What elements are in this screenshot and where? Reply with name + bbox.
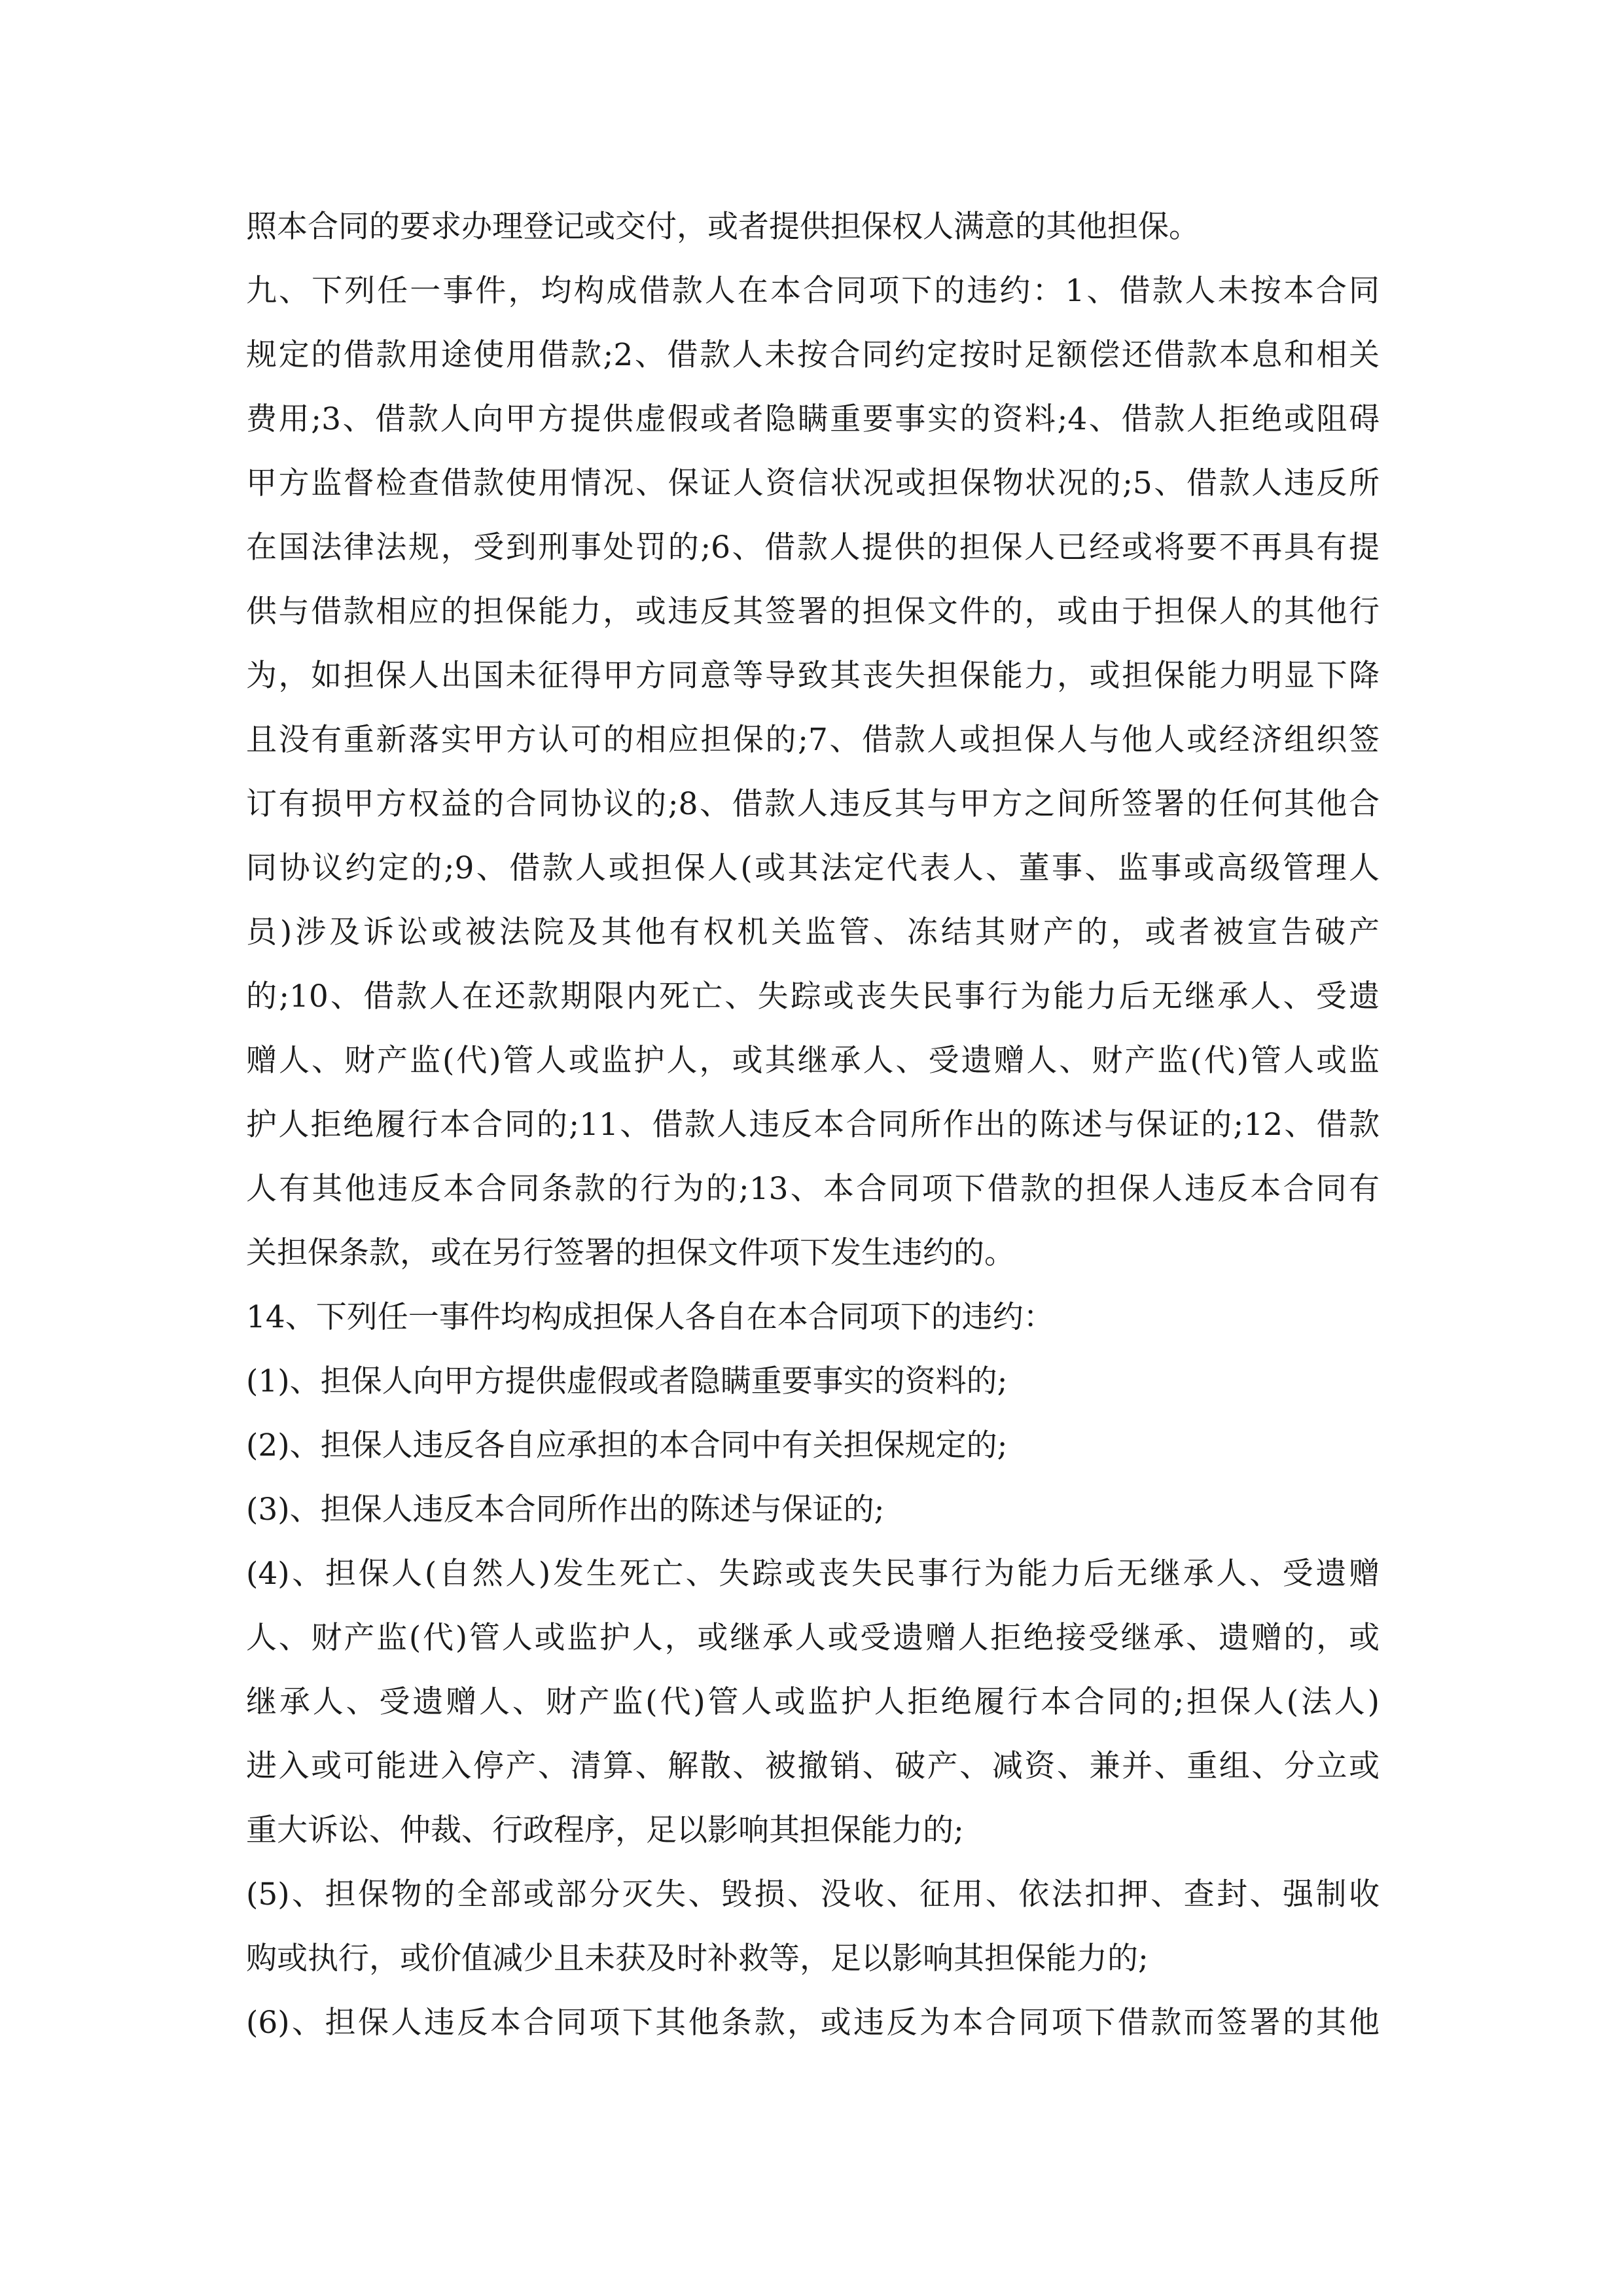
text-line-22: (4)、担保人(自然人)发生死亡、失踪或丧失民事行为能力后无继承人、受遗赠 [246,1556,1380,1592]
text-line-1: 照本合同的要求办理登记或交付，或者提供担保权人满意的其他担保。 [246,209,1200,245]
text-line-7: 供与借款相应的担保能力，或违反其签署的担保文件的，或由于担保人的其他行 [246,594,1380,630]
text-line-29: (6)、担保人违反本合同项下其他条款，或违反为本合同项下借款而签署的其他 [246,2005,1380,2041]
text-line-12: 员)涉及诉讼或被法院及其他有权机关监管、冻结其财产的，或者被宣告破产 [246,914,1380,950]
text-line-13: 的;10、借款人在还款期限内死亡、失踪或丧失民事行为能力后无继承人、受遗 [246,978,1380,1014]
text-line-19: (1)、担保人向甲方提供虚假或者隐瞒重要事实的资料的; [246,1363,1008,1399]
text-line-9: 且没有重新落实甲方认可的相应担保的;7、借款人或担保人与他人或经济组织签 [246,722,1380,758]
text-line-6: 在国法律法规，受到刑事处罚的;6、借款人提供的担保人已经或将要不再具有提 [246,529,1380,565]
text-line-17: 关担保条款，或在另行签署的担保文件项下发生违约的。 [246,1235,1015,1271]
text-line-14: 赠人、财产监(代)管人或监护人，或其继承人、受遗赠人、财产监(代)管人或监 [246,1043,1380,1079]
document-body [246,195,1380,2055]
text-line-3: 规定的借款用途使用借款;2、借款人未按合同约定按时足额偿还借款本息和相关 [246,337,1380,373]
text-line-5: 甲方监督检查借款使用情况、保证人资信状况或担保物状况的;5、借款人违反所 [246,465,1380,501]
text-line-28: 购或执行，或价值减少且未获及时补救等，足以影响其担保能力的; [246,1941,1149,1977]
text-line-18: 14、下列任一事件均构成担保人各自在本合同项下的违约： [246,1299,1054,1335]
text-line-21: (3)、担保人违反本合同所作出的陈述与保证的; [246,1492,885,1528]
text-line-20: (2)、担保人违反各自应承担的本合同中有关担保规定的; [246,1427,1008,1463]
text-line-16: 人有其他违反本合同条款的行为的;13、本合同项下借款的担保人违反本合同有 [246,1171,1380,1207]
text-line-11: 同协议约定的;9、借款人或担保人(或其法定代表人、董事、监事或高级管理人 [246,850,1380,886]
text-line-27: (5)、担保物的全部或部分灭失、毁损、没收、征用、依法扣押、查封、强制收 [246,1876,1380,1912]
text-line-15: 护人拒绝履行本合同的;11、借款人违反本合同所作出的陈述与保证的;12、借款 [246,1107,1380,1143]
text-line-24: 继承人、受遗赠人、财产监(代)管人或监护人拒绝履行本合同的;担保人(法人) [246,1684,1380,1720]
text-line-2: 九、下列任一事件，均构成借款人在本合同项下的违约：1、借款人未按本合同 [246,273,1380,309]
text-line-25: 进入或可能进入停产、清算、解散、被撤销、破产、减资、兼并、重组、分立或 [246,1748,1380,1784]
text-line-4: 费用;3、借款人向甲方提供虚假或者隐瞒重要事实的资料;4、借款人拒绝或阻碍 [246,401,1380,437]
text-line-8: 为，如担保人出国未征得甲方同意等导致其丧失担保能力，或担保能力明显下降 [246,658,1380,694]
text-line-26: 重大诉讼、仲裁、行政程序，足以影响其担保能力的; [246,1812,964,1848]
text-line-23: 人、财产监(代)管人或监护人，或继承人或受遗赠人拒绝接受继承、遗赠的，或 [246,1620,1380,1656]
text-line-10: 订有损甲方权益的合同协议的;8、借款人违反其与甲方之间所签署的任何其他合 [246,786,1380,822]
